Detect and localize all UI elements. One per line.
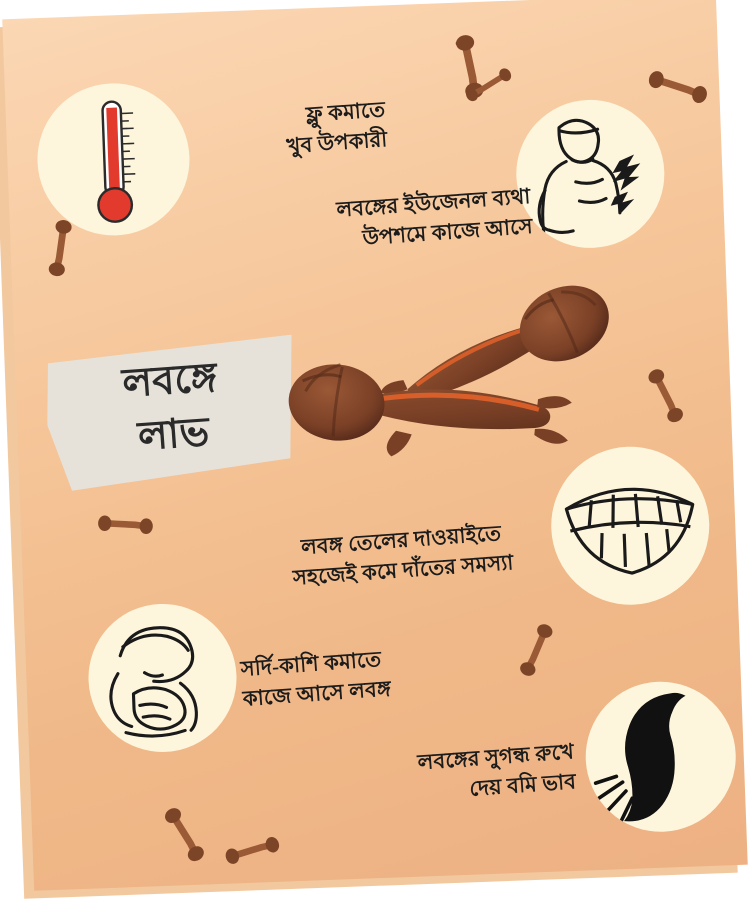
caption-pain: লবঙ্গের ইউজেনল ব্যথা উপশমে কাজে আসে [335, 183, 534, 251]
poster-card-inner [2, 0, 747, 891]
clove-decoration-icon [454, 51, 521, 118]
bubble-cold [86, 601, 239, 754]
bubble-nausea [583, 679, 738, 834]
vomit-icon [583, 679, 738, 834]
page-title: লবঙ্গে লাভ [120, 354, 219, 459]
clove-decoration-icon [634, 43, 723, 132]
caption-nausea: লবঙ্গের সুগন্ধ রুখে দেয় বমি ভাব [416, 739, 577, 802]
clove-decoration-icon [146, 797, 223, 874]
sneeze-icon [86, 601, 239, 754]
back-pain-icon [514, 97, 667, 250]
caption-cold: সর্দি-কাশি কমাতে কাজে আসে লবঙ্গ [239, 646, 392, 712]
clove-pair-illustration [274, 257, 682, 502]
clove-decoration-icon [212, 810, 293, 891]
bubble-pain [514, 97, 667, 250]
caption-teeth: লবঙ্গ তেলের দাওয়াইতে সহজেই কমে দাঁতের সমস্যা [292, 520, 515, 591]
poster-card [2, 0, 747, 891]
clove-decoration-icon [84, 483, 169, 568]
caption-fever: ফ্লু কমাতে খুব উপকারী [285, 97, 389, 159]
